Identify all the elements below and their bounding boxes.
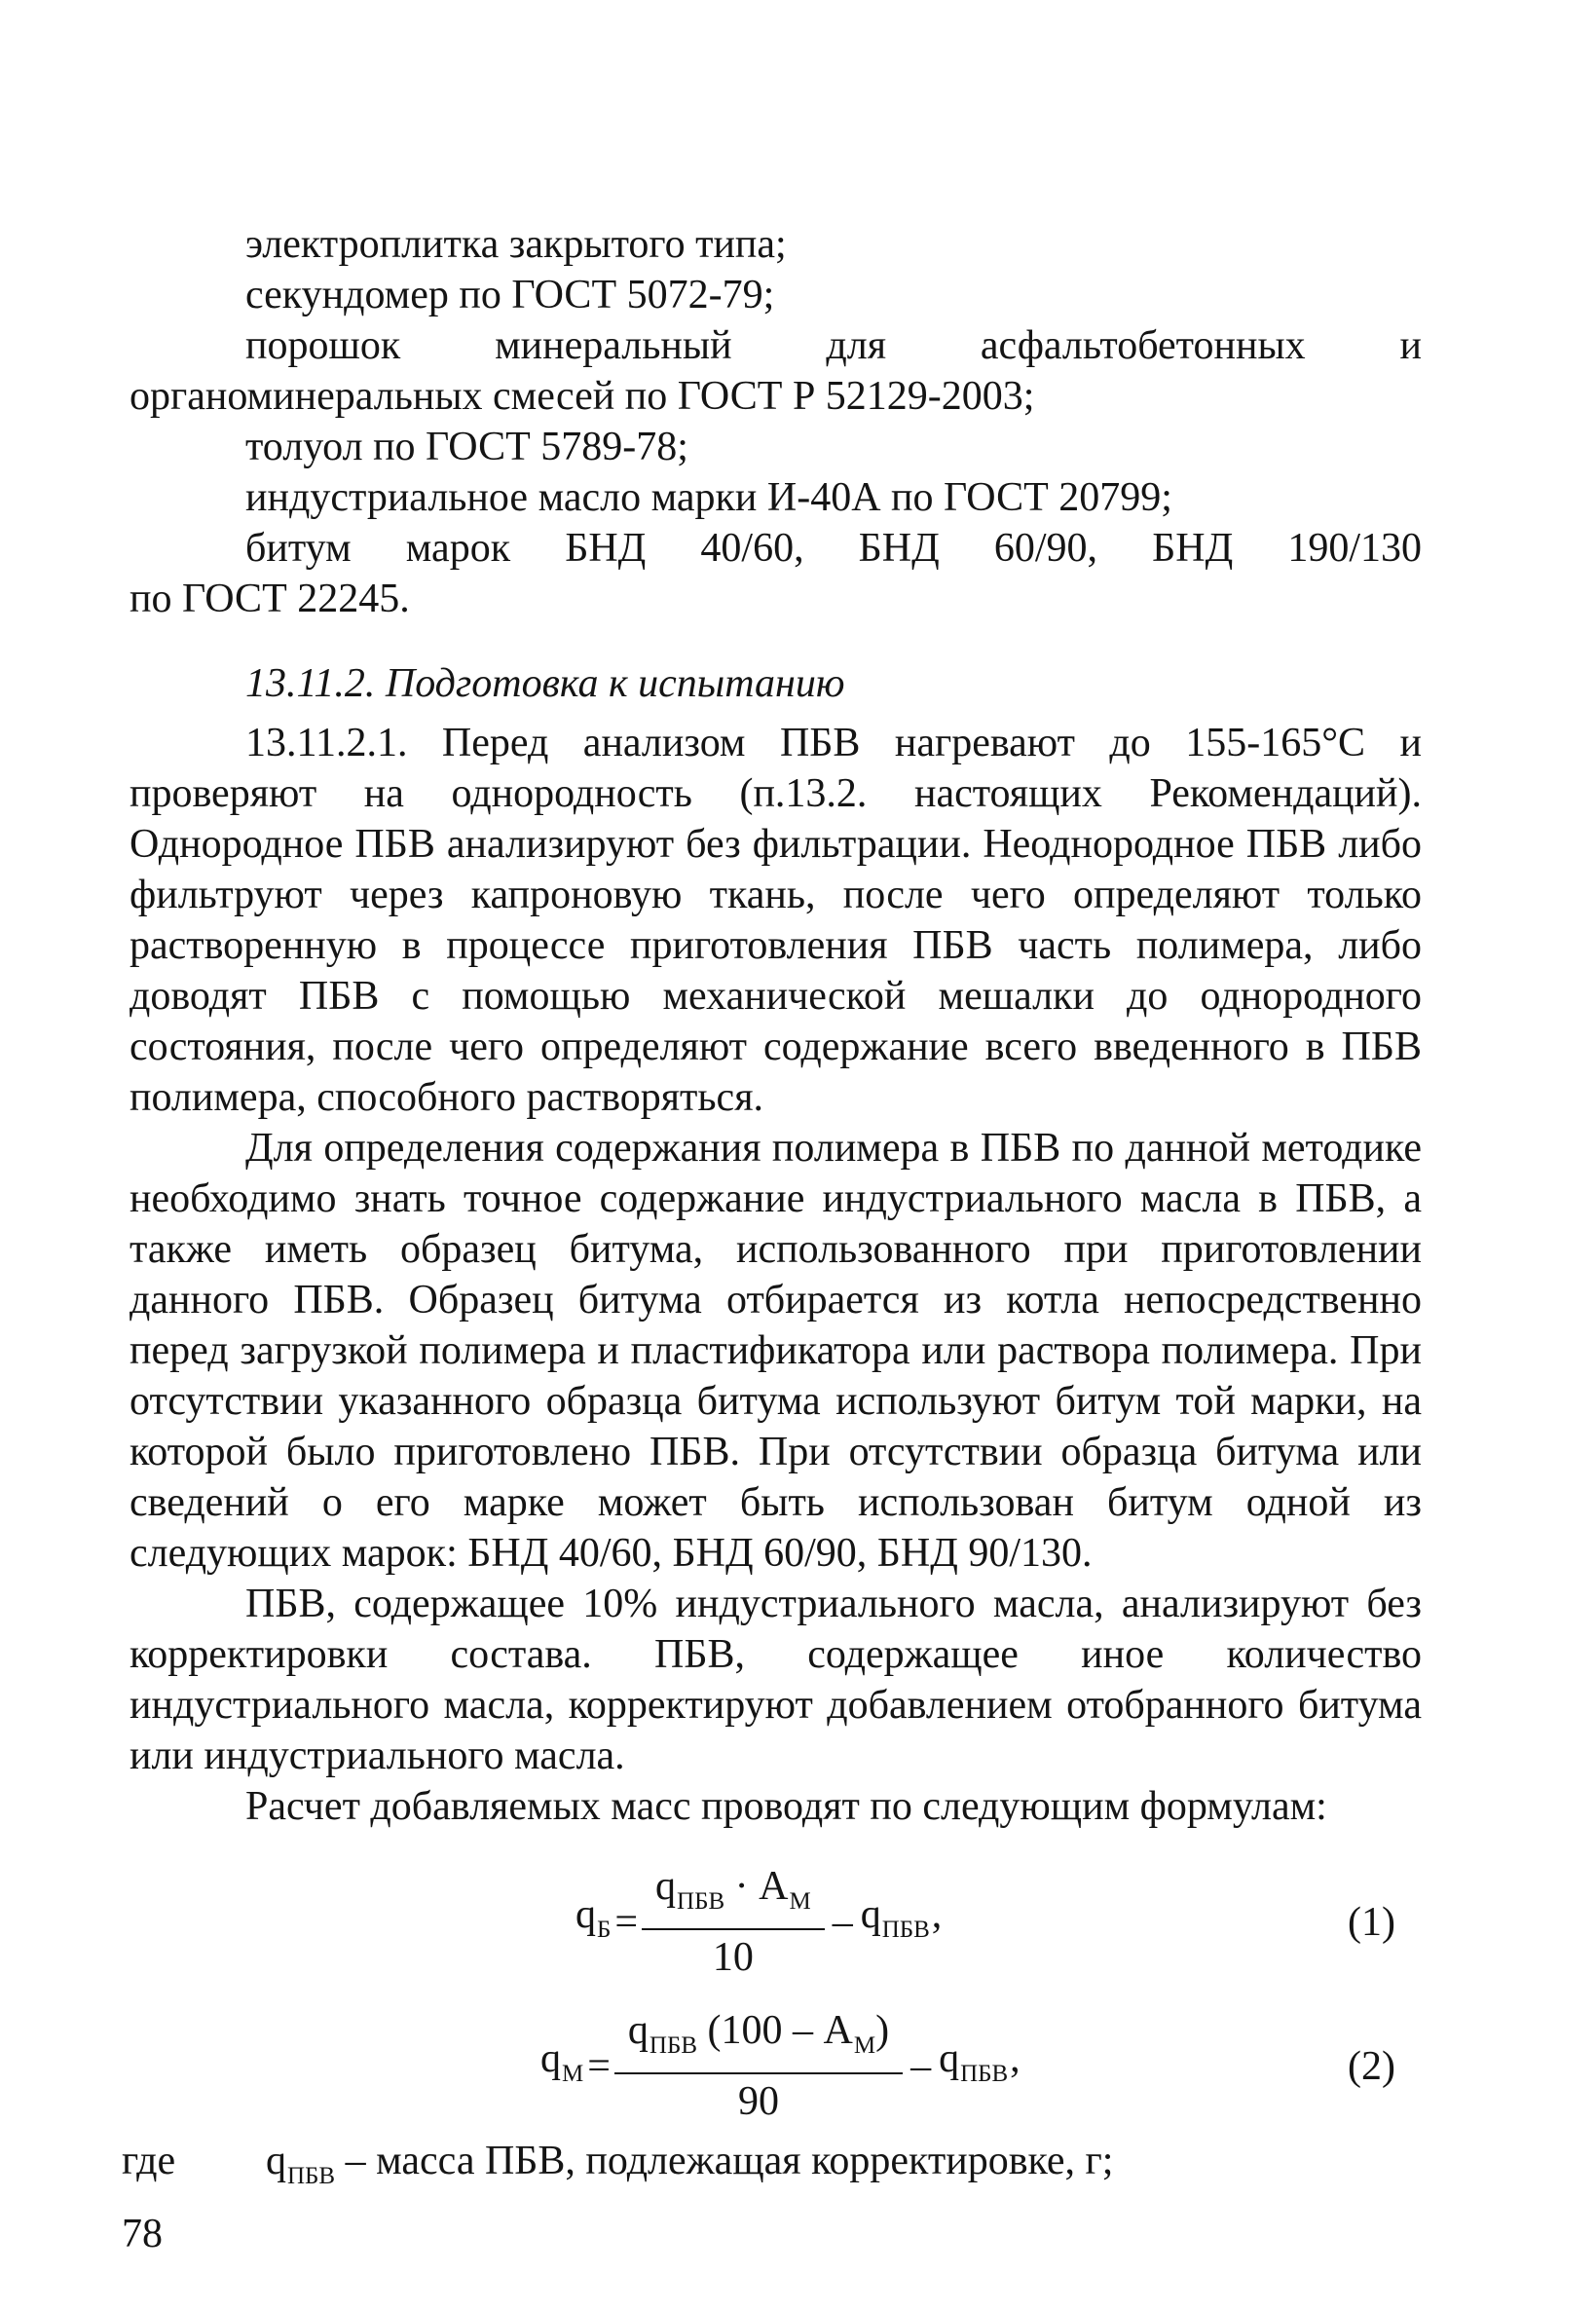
equation-number: (2) — [1348, 2044, 1395, 2089]
section-heading: 13.11.2. Подготовка к испытанию — [245, 661, 845, 706]
formula-1 — [130, 1859, 1422, 1986]
equals-sign: = — [614, 1900, 639, 1945]
paragraph: 13.11.2.1. Перед анализом ПБВ нагревают до 155-165°С и проверяют на однородность (п.13.2. настоящих Рекомендаций). Однородное ПБВ анализируют без фильтрации. Неоднородное ПБВ либо фильтруют через капроновую ткань, после чего определяют только растворенную в процессе приготовления ПБВ часть полимера, либо доводят ПБВ с помощью механической мешалки до однородного состояния, после чего определяют содержание всего введенного в ПБВ полимера, способного растворяться. — [130, 721, 1422, 1120]
equation-number: (1) — [1348, 1900, 1395, 1945]
where-clause — [122, 2136, 1422, 2194]
page-number: 78 — [122, 2212, 163, 2256]
fraction-denominator: 90 — [738, 2079, 779, 2124]
equipment-item: индустриальное масло марки И-40А по ГОСТ 20799; — [245, 475, 1172, 520]
equipment-item-continuation: органоминеральных смесей по ГОСТ Р 52129-2003; — [130, 374, 1035, 419]
formula-expression — [540, 2003, 1021, 2130]
formula-tail: $q_{ПБВ}$, — [939, 2036, 1021, 2087]
formula-2 — [130, 2003, 1422, 2130]
equipment-item: порошок минеральный для асфальтобетонных и — [245, 323, 1422, 368]
equipment-item: битум марок БНД 40/60, БНД 60/90, БНД 190/130 — [245, 526, 1422, 571]
equipment-item: секундомер по ГОСТ 5072-79; — [245, 273, 775, 317]
paragraph: Расчет добавляемых масс проводят по следующим формулам: — [245, 1784, 1327, 1829]
fraction — [642, 1862, 825, 1983]
formula-tail: $q_{ПБВ}$, — [860, 1892, 943, 1943]
formula-expression — [575, 1859, 942, 1986]
paragraph: Для определения содержания полимера в ПБВ по данной методике необходимо знать точное содержание индустриального масла в ПБВ, а также иметь образец битума, использованного при приготовлении данного ПБВ. Образец битума отбирается из котла непосредственно перед загрузкой полимера и пластификатора или раствора полимера. При отсутствии указанного образца битума используют битум той марки, на которой было приготовлено ПБВ. При отсутствии образца битума или сведений о его марке может быть использован битум одной из следующих марок: БНД 40/60, БНД 60/90, БНД 90/130. — [130, 1126, 1422, 1576]
fraction-numerator: $q_{ПБВ}$ $(100 - A_М)$ — [614, 2006, 903, 2074]
equals-sign: = — [587, 2044, 611, 2089]
paragraph: ПБВ, содержащее 10% индустриального масла, анализируют без корректировки состава. ПБВ, содержащее иное количество индустриального масла, корректируют добавлением отобранного битума или индустриального масла. — [130, 1582, 1422, 1778]
document-page — [122, 219, 1422, 2194]
minus-sign: – — [910, 2044, 932, 2089]
equipment-item: электроплитка закрытого типа; — [245, 222, 787, 267]
equipment-item-continuation: по ГОСТ 22245. — [130, 577, 410, 621]
equipment-item: толуол по ГОСТ 5789-78; — [245, 425, 688, 469]
formula-lhs: $q_Б$ — [575, 1892, 612, 1943]
fraction-denominator: 10 — [712, 1935, 754, 1980]
fraction-numerator: $q_{ПБВ} \cdot A_М$ — [642, 1862, 825, 1930]
minus-sign: – — [832, 1900, 853, 1945]
fraction — [614, 2006, 903, 2127]
formula-lhs: $q_М$ — [540, 2036, 584, 2087]
variable-definition: $q_{ПБВ}$ – масса ПБВ, подлежащая корректировке, г; — [266, 2139, 1114, 2189]
where-label: где — [122, 2139, 176, 2183]
